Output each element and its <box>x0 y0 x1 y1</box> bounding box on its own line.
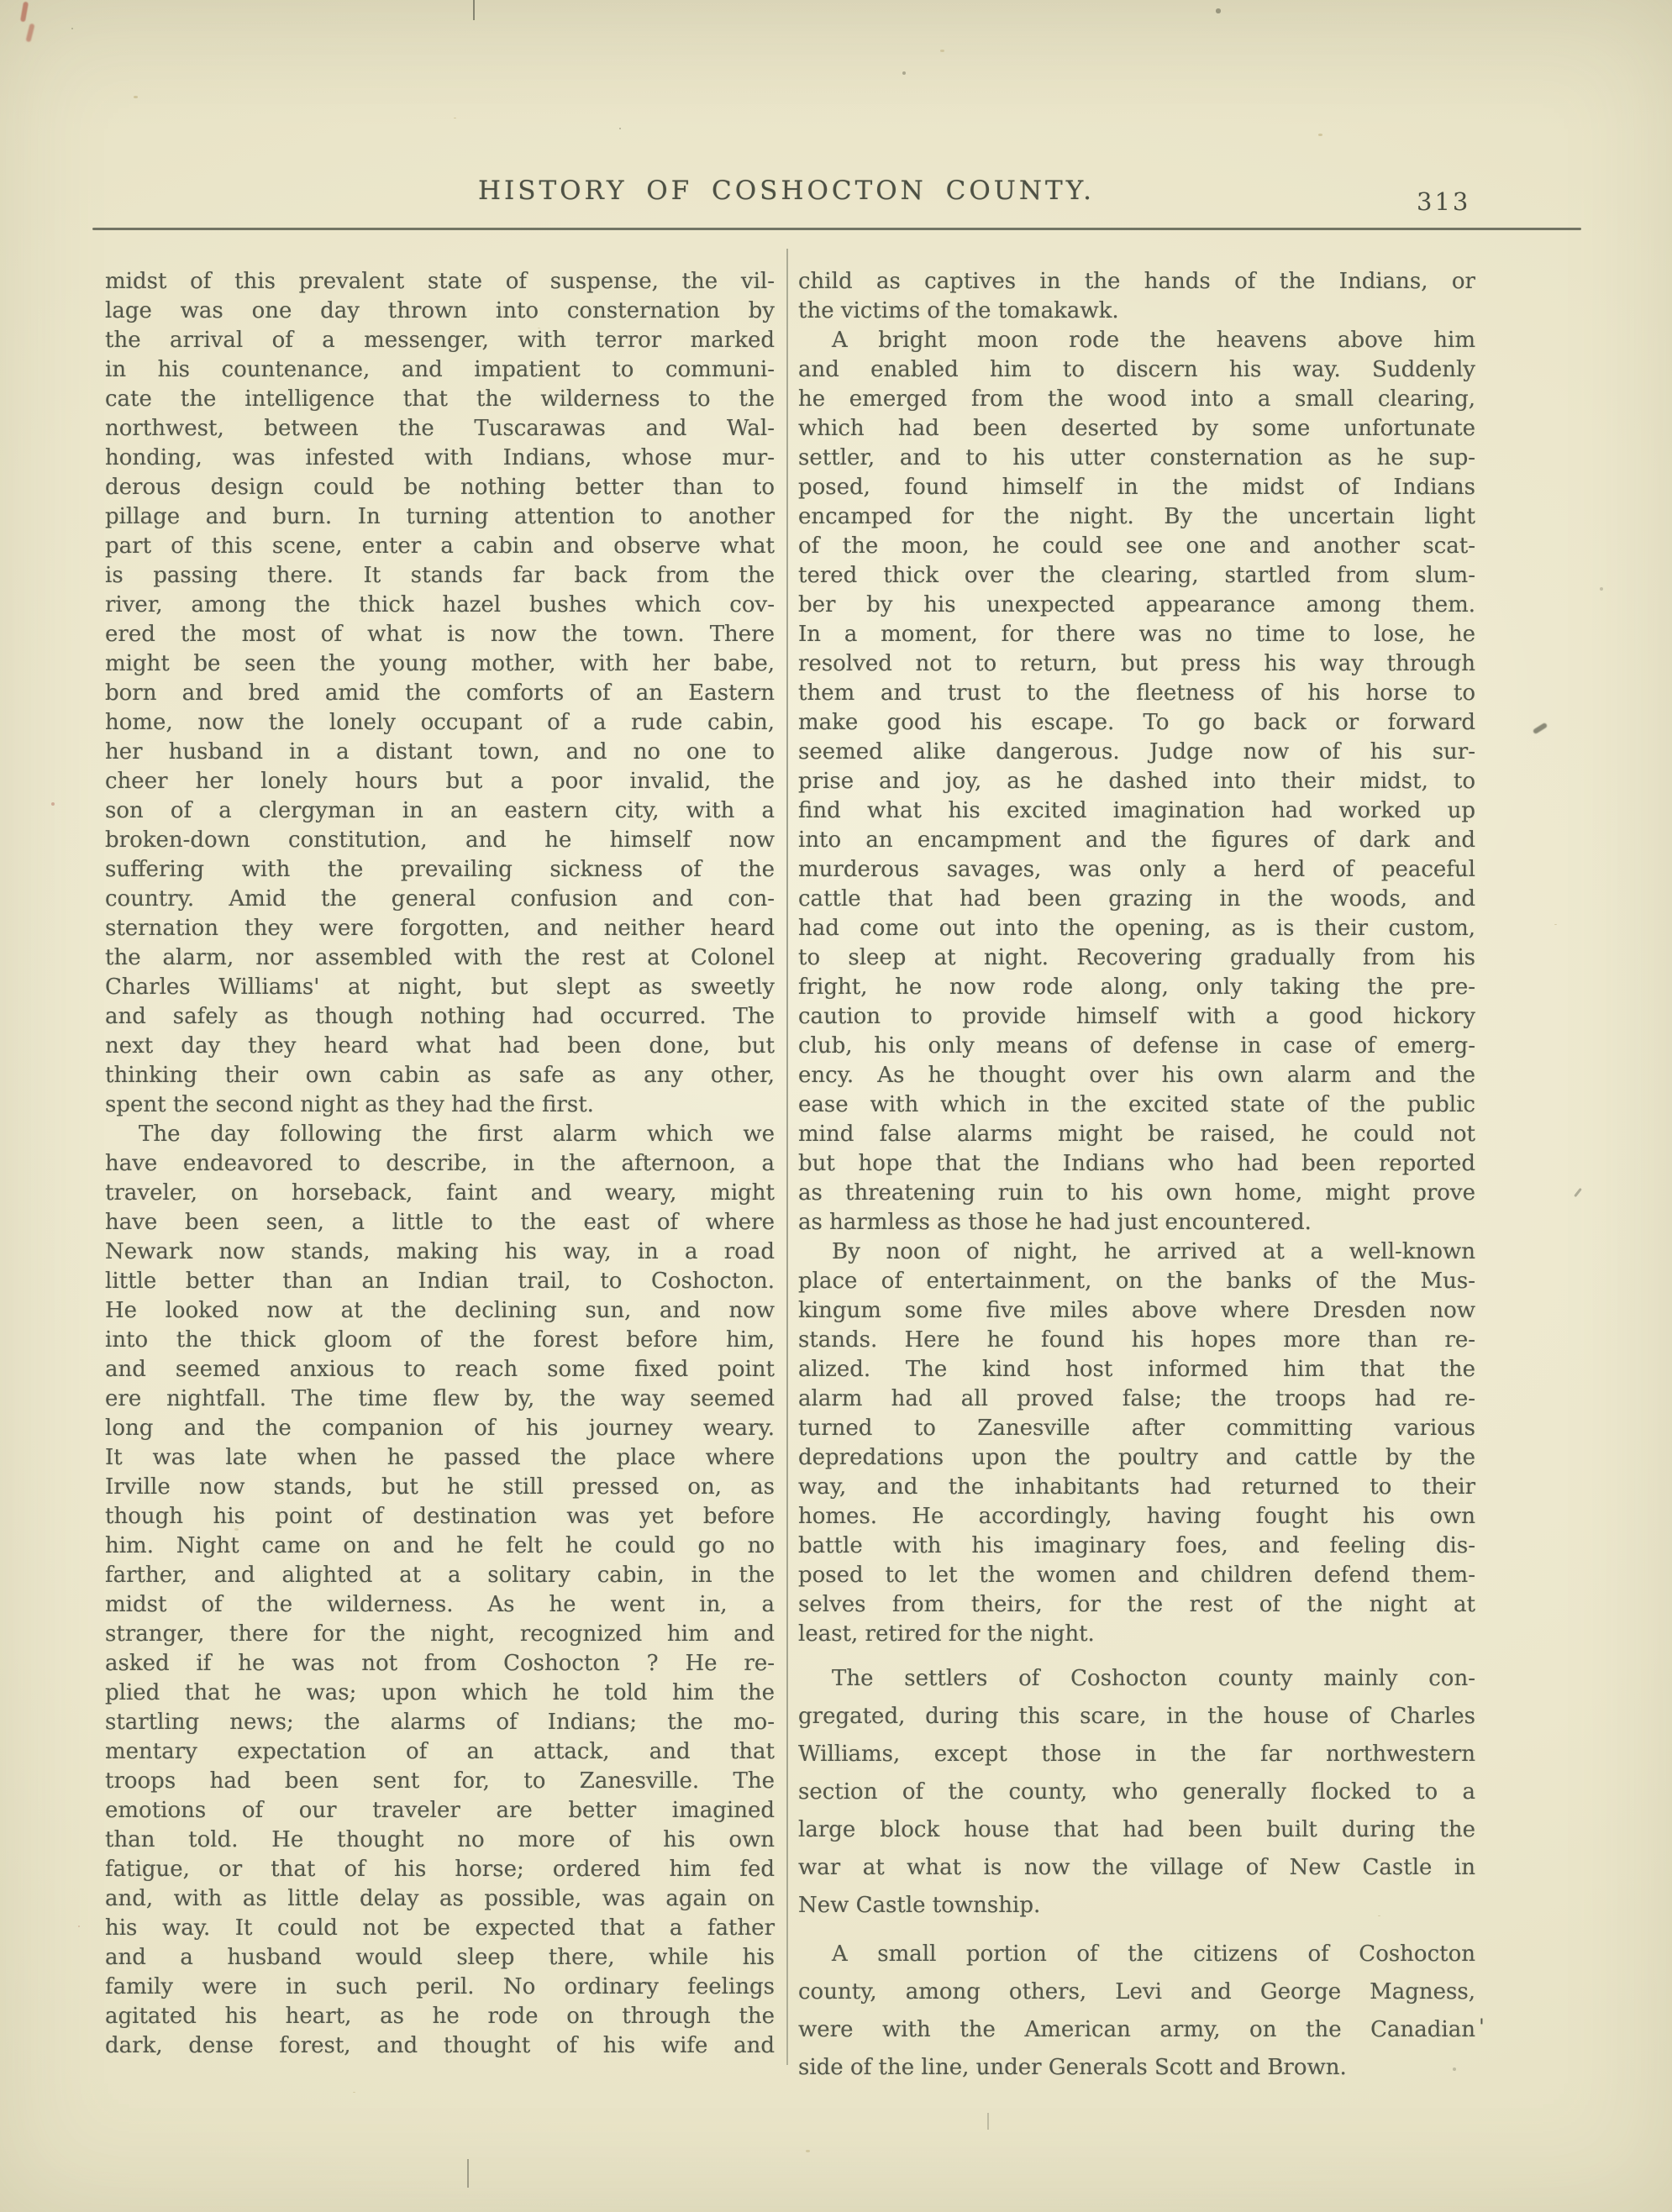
text-line: little better than an Indian trail, to Coshocton. <box>105 1269 775 1294</box>
text-line: emotions of our traveler are better imagined <box>105 1798 775 1823</box>
text-line: family were in such peril. No ordinary feelings <box>105 1974 775 1999</box>
text-line: seemed alike dangerous. Judge now of his sur- <box>798 739 1475 764</box>
text-line: in his countenance, and impatient to communi- <box>105 357 775 382</box>
text-line: He looked now at the declining sun, and now <box>105 1298 775 1323</box>
text-line: and a husband would sleep there, while his <box>105 1945 775 1970</box>
text-line: into the thick gloom of the forest before him, <box>105 1327 775 1353</box>
text-line: Irville now stands, but he still pressed on, as <box>105 1474 775 1500</box>
text-line: depredations upon the poultry and cattle by the <box>798 1445 1475 1470</box>
text-line: encamped for the night. By the uncertain light <box>798 504 1475 529</box>
text-line: ber by his unexpected appearance among them. <box>798 592 1475 617</box>
text-line: The day following the first alarm which we <box>139 1122 775 1147</box>
text-line: born and bred amid the comforts of an Eastern <box>105 680 775 706</box>
text-line: home, now the lonely occupant of a rude cabin, <box>105 710 775 735</box>
text-line: ency. As he thought over his own alarm and the <box>798 1063 1475 1088</box>
text-line: Newark now stands, making his way, in a road <box>105 1239 775 1264</box>
text-line: as threatening ruin to his own home, might prove <box>798 1180 1475 1206</box>
text-line: him. Night came on and he felt he could go no <box>105 1533 775 1558</box>
scan-tick-mark <box>473 0 475 20</box>
text-line: child as captives in the hands of the Indians, or <box>798 269 1475 294</box>
text-line: cate the intelligence that the wilderness to the <box>105 386 775 412</box>
text-line: honding, was infested with Indians, whose mur- <box>105 445 775 470</box>
text-line: and, with as little delay as possible, was again on <box>105 1886 775 1911</box>
text-line: A small portion of the citizens of Coshocton <box>832 1941 1475 1967</box>
text-line: stands. Here he found his hopes more than re- <box>798 1327 1475 1353</box>
text-line: midst of this prevalent state of suspense, the vil- <box>105 269 775 294</box>
text-line: prise and joy, as he dashed into their midst, to <box>798 769 1475 794</box>
text-line: country. Amid the general confusion and con- <box>105 886 775 912</box>
text-line: broken-down constitution, and he himself now <box>105 828 775 853</box>
text-line: agitated his heart, as he rode on through the <box>105 2004 775 2029</box>
text-line: asked if he was not from Coshocton ? He re- <box>105 1651 775 1676</box>
text-line: way, and the inhabitants had returned to their <box>798 1474 1475 1500</box>
text-line: selves from theirs, for the rest of the night at <box>798 1592 1475 1617</box>
scan-tick-mark <box>467 2159 469 2188</box>
text-line: next day they heard what had been done, but <box>105 1033 775 1059</box>
text-line: alarm had all proved false; the troops had re- <box>798 1386 1475 1411</box>
text-line: traveler, on horseback, faint and weary, might <box>105 1180 775 1206</box>
text-line: part of this scene, enter a cabin and observe what <box>105 533 775 559</box>
text-line: pillage and burn. In turning attention to another <box>105 504 775 529</box>
text-line: alized. The kind host informed him that the <box>798 1357 1475 1382</box>
scan-tick-mark <box>987 2113 989 2130</box>
text-line: A bright moon rode the heavens above him <box>832 328 1475 353</box>
text-line: and seemed anxious to reach some fixed point <box>105 1357 775 1382</box>
text-line: son of a clergyman in an eastern city, with a <box>105 798 775 823</box>
text-line: had come out into the opening, as is their custom, <box>798 916 1475 941</box>
text-line: as harmless as those he had just encountered. <box>798 1210 1312 1235</box>
text-line: club, his only means of defense in case of emerg- <box>798 1033 1475 1059</box>
paragraph <box>105 267 775 1120</box>
text-line: into an encampment and the figures of dark and <box>798 828 1475 853</box>
text-line: sternation they were forgotten, and neither heard <box>105 916 775 941</box>
text-line: and enabled him to discern his way. Suddenly <box>798 357 1475 382</box>
paragraph <box>105 1120 775 2061</box>
page-number: 313 <box>1417 187 1471 216</box>
text-line: have been seen, a little to the east of where <box>105 1210 775 1235</box>
text-column-left <box>105 267 775 2061</box>
text-line: dark, dense forest, and thought of his wife and <box>105 2033 775 2058</box>
ink-speck <box>1574 1188 1582 1197</box>
text-line: the arrival of a messenger, with terror marked <box>105 328 775 353</box>
stray-apostrophe-mark: ' <box>1479 2015 1485 2039</box>
text-line: fatigue, or that of his horse; ordered him fed <box>105 1857 775 1882</box>
text-line: long and the companion of his journey weary. <box>105 1416 775 1441</box>
text-line: cattle that had been grazing in the woods, and <box>798 886 1475 912</box>
text-line: her husband in a distant town, and no one to <box>105 739 775 764</box>
text-column-right <box>798 267 1475 2087</box>
text-line: which had been deserted by some unfortunate <box>798 416 1475 441</box>
text-line: farther, and alighted at a solitary cabin, in the <box>105 1563 775 1588</box>
text-line: place of entertainment, on the banks of the Mus- <box>798 1269 1475 1294</box>
text-line: plied that he was; upon which he told him the <box>105 1680 775 1705</box>
text-line: them and trust to the fleetness of his horse to <box>798 680 1475 706</box>
paragraph <box>798 326 1475 1237</box>
ink-speck <box>1533 722 1548 735</box>
text-line: thinking their own cabin as safe as any other, <box>105 1063 775 1088</box>
red-ink-stain <box>20 2 29 23</box>
text-line: though his point of destination was yet before <box>105 1504 775 1529</box>
text-line: troops had been sent for, to Zanesville. The <box>105 1768 775 1794</box>
text-line: Charles Williams' at night, but slept as sweetly <box>105 975 775 1000</box>
text-line: midst of the wilderness. As he went in, a <box>105 1592 775 1617</box>
paragraph <box>798 1936 1475 2087</box>
text-line: county, among others, Levi and George Magness, <box>798 1979 1475 2004</box>
text-line: derous design could be nothing better than to <box>105 475 775 500</box>
text-line: battle with his imaginary foes, and feeling dis- <box>798 1533 1475 1558</box>
text-line: stranger, there for the night, recognized him and <box>105 1621 775 1647</box>
text-line: make good his escape. To go back or forward <box>798 710 1475 735</box>
text-line: northwest, between the Tuscarawas and Wal- <box>105 416 775 441</box>
text-line: section of the county, who generally flocked to a <box>798 1779 1475 1805</box>
text-line: New Castle township. <box>798 1893 1041 1918</box>
text-line: posed to let the women and children defend them- <box>798 1563 1475 1588</box>
paragraph <box>798 1237 1475 1649</box>
text-line: ease with which in the excited state of the public <box>798 1092 1475 1117</box>
text-line: mind false alarms might be raised, he could not <box>798 1122 1475 1147</box>
text-line: but hope that the Indians who had been reported <box>798 1151 1475 1176</box>
page-title: HISTORY OF COSHOCTON COUNTY. <box>477 176 1096 206</box>
text-line: to sleep at night. Recovering gradually from his <box>798 945 1475 970</box>
text-line: posed, found himself in the midst of Indians <box>798 475 1475 500</box>
text-line: fright, he now rode along, only taking the pre- <box>798 975 1475 1000</box>
text-line: than told. He thought no more of his own <box>105 1827 775 1852</box>
text-line: murderous savages, was only a herd of peaceful <box>798 857 1475 882</box>
text-line: lage was one day thrown into consternation by <box>105 298 775 323</box>
text-line: war at what is now the village of New Castle in <box>798 1855 1475 1880</box>
text-line: and safely as though nothing had occurred. The <box>105 1004 775 1029</box>
paragraph <box>798 267 1475 326</box>
text-line: tered thick over the clearing, startled from slum- <box>798 563 1475 588</box>
paragraph <box>798 1660 1475 1925</box>
text-line: might be seen the young mother, with her babe, <box>105 651 775 676</box>
header-rule <box>92 228 1581 230</box>
text-line: spent the second night as they had the first. <box>105 1092 594 1117</box>
text-line: caution to provide himself with a good hickory <box>798 1004 1475 1029</box>
text-line: resolved not to return, but press his way through <box>798 651 1475 676</box>
text-line: find what his excited imagination had worked up <box>798 798 1475 823</box>
text-line: ere nightfall. The time flew by, the way seemed <box>105 1386 775 1411</box>
text-line: were with the American army, on the Canadian <box>798 2017 1475 2042</box>
text-line: kingum some five miles above where Dresden now <box>798 1298 1475 1323</box>
text-line: ered the most of what is now the town. There <box>105 622 775 647</box>
text-line: It was late when he passed the place where <box>105 1445 775 1470</box>
text-line: is passing there. It stands far back from the <box>105 563 775 588</box>
text-line: The settlers of Coshocton county mainly con- <box>832 1666 1475 1691</box>
text-line: of the moon, he could see one and another scat- <box>798 533 1475 559</box>
text-line: Williams, except those in the far northwestern <box>798 1742 1475 1767</box>
text-line: cheer her lonely hours but a poor invalid, the <box>105 769 775 794</box>
text-line: side of the line, under Generals Scott and Brown. <box>798 2055 1347 2080</box>
text-line: startling news; the alarms of Indians; the mo- <box>105 1710 775 1735</box>
text-line: In a moment, for there was no time to lose, he <box>798 622 1475 647</box>
paper-fiber-specks <box>0 0 3 1</box>
red-ink-stain <box>25 24 34 43</box>
text-line: least, retired for the night. <box>798 1621 1095 1647</box>
text-line: the alarm, nor assembled with the rest at Colonel <box>105 945 775 970</box>
text-line: By noon of night, he arrived at a well-known <box>832 1239 1475 1264</box>
text-line: he emerged from the wood into a small clearing, <box>798 386 1475 412</box>
text-line: his way. It could not be expected that a father <box>105 1915 775 1941</box>
text-line: suffering with the prevailing sickness of the <box>105 857 775 882</box>
text-line: mentary expectation of an attack, and that <box>105 1739 775 1764</box>
text-line: settler, and to his utter consternation as he sup- <box>798 445 1475 470</box>
text-line: homes. He accordingly, having fought his own <box>798 1504 1475 1529</box>
text-line: the victims of the tomakawk. <box>798 298 1119 323</box>
text-line: turned to Zanesville after committing various <box>798 1416 1475 1441</box>
text-line: large block house that had been built during the <box>798 1817 1475 1842</box>
column-divider <box>786 249 788 2065</box>
text-line: gregated, during this scare, in the house of Charles <box>798 1704 1475 1729</box>
text-line: river, among the thick hazel bushes which cov- <box>105 592 775 617</box>
text-line: have endeavored to describe, in the afternoon, a <box>105 1151 775 1176</box>
